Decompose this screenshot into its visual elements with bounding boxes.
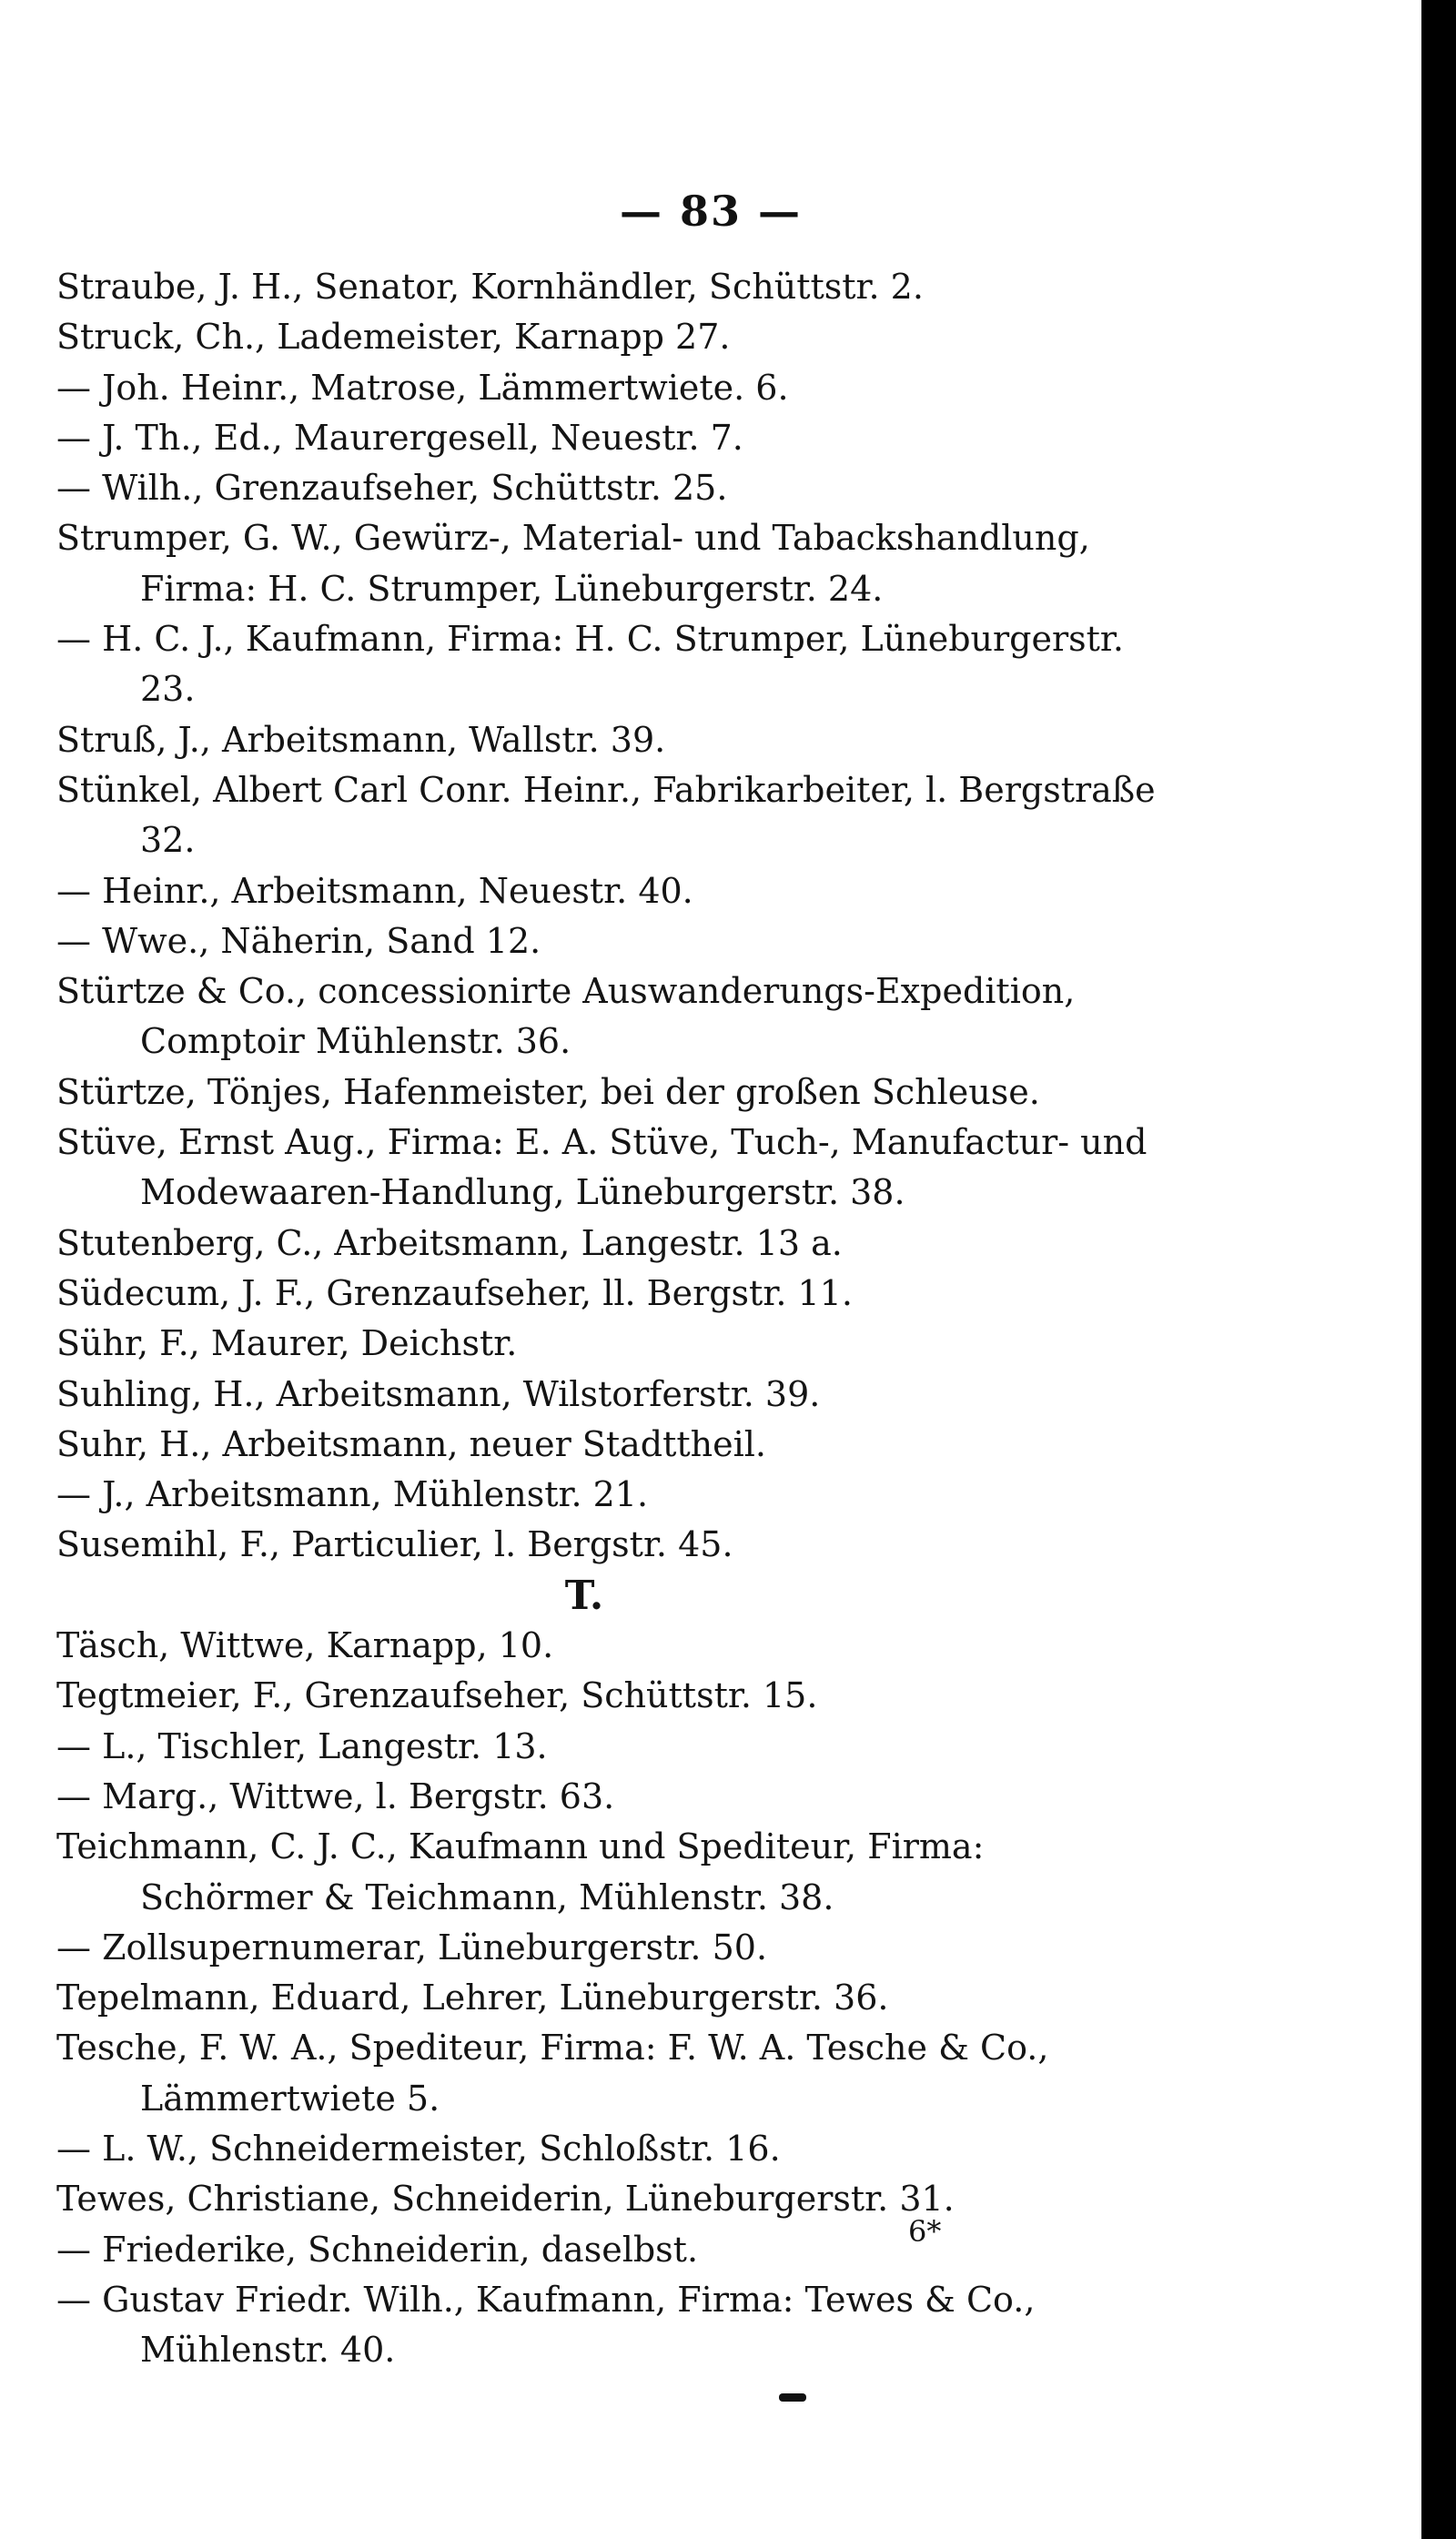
directory-entry: Struck, Ch., Lademeister, Karnapp 27. (56, 317, 731, 358)
directory-entry: Susemihl, F., Particulier, l. Bergstr. 45. (56, 1524, 733, 1565)
directory-entries (56, 262, 1167, 2375)
page-number: — 83 — (619, 187, 803, 236)
directory-entry: — Friederike, Schneiderin, daselbst. (56, 2229, 699, 2270)
directory-entry: — Zollsupernumerar, Lüneburgerstr. 50. (56, 1927, 768, 1967)
directory-entry: — Wwe., Näherin, Sand 12. (56, 920, 541, 961)
directory-entry: Teichmann, C. J. C., Kaufmann und Spediteur, Firma: Schörmer & Teichmann, Mühlenstr. 38. (56, 1826, 985, 1917)
directory-entry: Suhr, H., Arbeitsmann, neuer Stadttheil. (56, 1423, 766, 1464)
directory-entry: — J., Arbeitsmann, Mühlenstr. 21. (56, 1474, 649, 1515)
directory-entry: — Heinr., Arbeitsmann, Neuestr. 40. (56, 870, 693, 911)
directory-entry: — J. Th., Ed., Maurergesell, Neuestr. 7. (56, 417, 743, 458)
directory-entry: Tepelmann, Eduard, Lehrer, Lüneburgerstr. 36. (56, 1978, 889, 2018)
directory-entry: — H. C. J., Kaufmann, Firma: H. C. Strumper, Lüneburgerstr. 23. (56, 619, 1124, 710)
directory-entry: Stünkel, Albert Carl Conr. Heinr., Fabrikarbeiter, l. Bergstraße 32. (56, 769, 1156, 861)
directory-entry: Stürtze & Co., concessionirte Auswanderungs-Expedition, Comptoir Mühlenstr. 36. (56, 971, 1076, 1062)
directory-entry: Stürtze, Tönjes, Hafenmeister, bei der großen Schleuse. (56, 1071, 1040, 1112)
directory-entry: — Wilh., Grenzaufseher, Schüttstr. 25. (56, 468, 728, 509)
directory-entry: Südecum, J. F., Grenzaufseher, ll. Bergstr. 11. (56, 1272, 853, 1313)
directory-entry: Stutenberg, C., Arbeitsmann, Langestr. 13 a. (56, 1222, 843, 1263)
directory-entry: Tesche, F. W. A., Spediteur, Firma: F. W. A. Tesche & Co., Lämmertwiete 5. (56, 2028, 1049, 2119)
directory-entry: Tewes, Christiane, Schneiderin, Lüneburgerstr. 31. (56, 2179, 955, 2220)
scan-edge (1421, 0, 1456, 2539)
directory-entry: — Gustav Friedr. Wilh., Kaufmann, Firma: Tewes & Co., Mühlenstr. 40. (56, 2279, 1036, 2371)
directory-entry: Struß, J., Arbeitsmann, Wallstr. 39. (56, 719, 666, 760)
directory-entry: Strumper, G. W., Gewürz-, Material- und Tabackshandlung, Firma: H. C. Strumper, Lüneburgerstr. 24. (56, 518, 1090, 609)
directory-entry: Tegtmeier, F., Grenzaufseher, Schüttstr. 15. (56, 1675, 818, 1716)
directory-entry: — Joh. Heinr., Matrose, Lämmertwiete. 6. (56, 367, 789, 408)
directory-entry: Sühr, F., Maurer, Deichstr. (56, 1323, 518, 1364)
directory-entry: — L. W., Schneidermeister, Schloßstr. 16. (56, 2128, 781, 2169)
directory-entry: Täsch, Wittwe, Karnapp, 10. (56, 1625, 554, 1666)
directory-entry: — Marg., Wittwe, l. Bergstr. 63. (56, 1775, 615, 1816)
printer-signature: 6* (908, 2214, 942, 2249)
directory-entry: Stüve, Ernst Aug., Firma: E. A. Stüve, Tuch-, Manufactur- und Modewaaren-Handlung, Lüneburgerstr. 38. (56, 1122, 1148, 1213)
directory-entry: Straube, J. H., Senator, Kornhändler, Schüttstr. 2. (56, 267, 924, 307)
directory-entry: — L., Tischler, Langestr. 13. (56, 1725, 548, 1766)
ink-mark (779, 2393, 806, 2402)
directory-entry: Suhling, H., Arbeitsmann, Wilstorferstr. 39. (56, 1373, 821, 1414)
section-heading: T. (564, 1572, 604, 1619)
